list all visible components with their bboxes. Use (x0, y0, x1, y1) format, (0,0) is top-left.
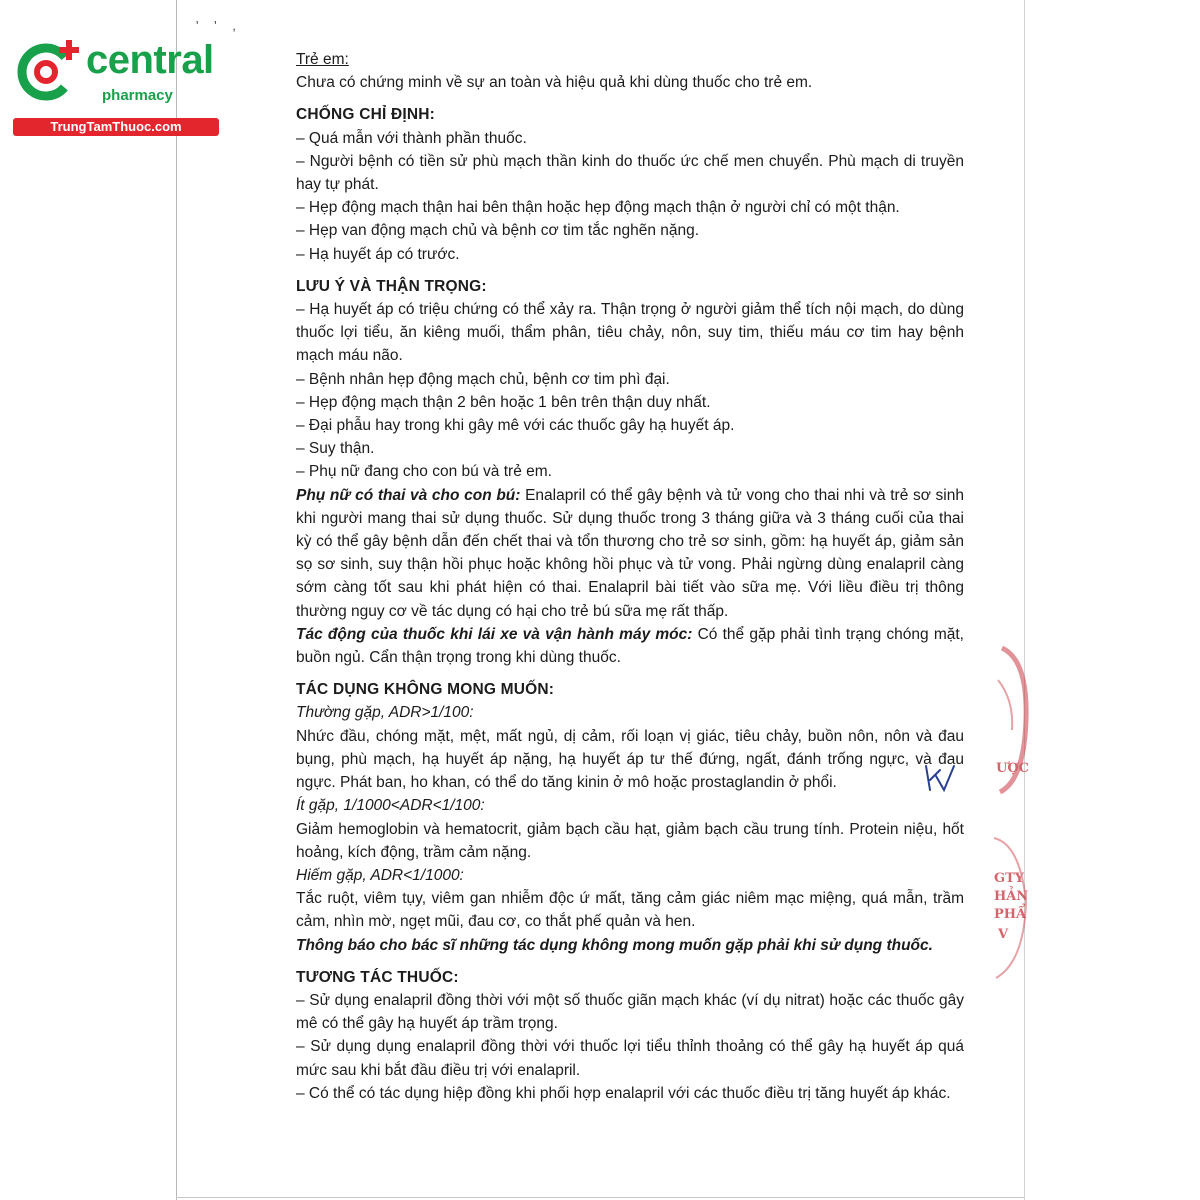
central-pharmacy-emblem-icon (10, 38, 90, 118)
uncommon-frequency-label: Ít gặp, 1/1000<ADR<1/100: (296, 797, 485, 815)
leaflet-text (296, 48, 964, 1105)
logo-website-badge: TrungTamThuoc.com (13, 118, 219, 136)
contra-item: – Hẹp van động mạch chủ và bệnh cơ tim tắc nghẽn nặng. (296, 222, 700, 240)
caution-item: – Bệnh nhân hẹp động mạch chủ, bệnh cơ tim phì đại. (296, 370, 670, 388)
pregnancy-text: Enalapril có thể gây bệnh và tử vong cho thai nhi và trẻ sơ sinh khi người mang thai sử dụng thuốc. Sử dụng thuốc trong 3 tháng giữa và 3 tháng cuối của thai kỳ có thể gây bệnh dẫn đến chết thai và tổn thương cho trẻ sơ sinh, gồm: hạ huyết áp, giảm sản sọ sơ sinh, suy thận hồi phục hoặc không hồi phục và tử vong. Phải ngừng dùng enalapril càng sớm càng tốt sau khi phát hiện có thai. Enalapril bài tiết vào sữa mẹ. Với liều điều trị thông thường nguy cơ về tác dụng có hại cho trẻ bú sữa mẹ rất thấp. (296, 486, 964, 620)
children-heading: Trẻ em: (296, 51, 349, 68)
contra-item: – Quá mẫn với thành phần thuốc. (296, 129, 527, 147)
common-frequency-label: Thường gặp, ADR>1/100: (296, 704, 474, 722)
driving-text: Có thể gặp phải tình trạng chóng mặt, buồn ngủ. Cẩn thận trọng trong khi dùng thuốc. (296, 625, 964, 667)
contra-item: – Hẹp động mạch thận hai bên thận hoặc hẹp động mạch thận ở người chỉ có một thận. (296, 199, 900, 217)
pregnancy-paragraph (296, 484, 964, 623)
contra-item: – Hạ huyết áp có trước. (296, 245, 460, 263)
seal-text: HẢN (994, 889, 1029, 904)
caution-item: – Hạ huyết áp có triệu chứng có thể xảy ra. Thận trọng ở người giảm thể tích nội mạch, do dùng thuốc lợi tiểu, ăn kiêng muối, thẩm phân, tiêu chảy, nôn, suy tim, thiếu máu cơ tim hay bệnh mạch máu não. (296, 301, 964, 365)
rare-frequency-label: Hiếm gặp, ADR<1/1000: (296, 866, 464, 884)
adverse-effects-heading: TÁC DỤNG KHÔNG MONG MUỐN: (296, 681, 555, 699)
logo-subtitle: pharmacy (102, 87, 173, 104)
uncommon-effects-text: Giảm hemoglobin và hematocrit, giảm bạch cầu hạt, giảm bạch cầu trung tính. Protein niệu, hốt hoảng, kích động, trầm cảm nặng. (296, 820, 964, 861)
logo-brand-text: central (86, 38, 214, 82)
seal-ring-icon (992, 640, 1032, 800)
paper-bottom-edge (176, 1197, 1025, 1198)
scan-marks: ' ' , (196, 18, 242, 33)
red-seal-stamp-upper (992, 640, 1032, 800)
rare-effects-text: Tắc ruột, viêm tụy, viêm gan nhiễm độc ứ mất, tăng cảm giác niêm mạc miệng, quá mẫn, trầm cảm, nhìn mờ, ngẹt mũi, đau cơ, co thắt phế quản và hen. (296, 890, 964, 931)
common-effects-text: Nhức đầu, chóng mặt, mệt, mất ngủ, dị cảm, rối loạn vị giác, tiêu chảy, buồn nôn, nôn và đau bụng, phù mạch, hạ huyết áp nặng, hạ huyết áp tư thế đứng, ngất, đánh trống ngực, và đau ngực. Phát ban, ho khan, có thể do tăng kinin ở mô hoặc prostaglandin ở phổi. (296, 727, 964, 792)
contra-item: – Người bệnh có tiền sử phù mạch thần kinh do thuốc ức chế men chuyển. Phù mạch di truyền hay tự phát. (296, 152, 964, 194)
seal-text: V (998, 927, 1009, 942)
caution-item: – Suy thận. (296, 440, 375, 458)
red-seal-stamp-lower (990, 832, 1030, 982)
interaction-item: – Sử dụng enalapril đồng thời với một số thuốc giãn mạch khác (ví dụ nitrat) hoặc các thuốc gây mê có thể gây hạ huyết áp trầm trọng. (296, 991, 964, 1033)
seal-text: GTY (994, 871, 1025, 886)
paper-right-edge (1024, 0, 1025, 1200)
central-pharmacy-logo[interactable] (10, 38, 215, 138)
handwritten-initial-icon (922, 762, 958, 794)
cautions-heading: LƯU Ý VÀ THẬN TRỌNG: (296, 277, 487, 295)
interactions-heading: TƯƠNG TÁC THUỐC: (296, 968, 459, 986)
caution-item: – Đại phẫu hay trong khi gây mê với các thuốc gây hạ huyết áp. (296, 417, 735, 435)
notify-doctor-notice: Thông báo cho bác sĩ những tác dụng không mong muốn gặp phải khi sử dụng thuốc. (296, 936, 933, 954)
interaction-item: – Có thể có tác dụng hiệp đồng khi phối hợp enalapril với các thuốc điều trị tăng huyết áp khác. (296, 1084, 951, 1102)
paper-left-edge (176, 0, 177, 1200)
caution-item: – Hẹp động mạch thận 2 bên hoặc 1 bên trên thận duy nhất. (296, 393, 711, 411)
seal-text: PHẨ (994, 907, 1027, 922)
seal-text: ƯỢC (996, 761, 1030, 776)
pregnancy-label: Phụ nữ có thai và cho con bú: (296, 486, 521, 504)
driving-label: Tác động của thuốc khi lái xe và vận hành máy móc: (296, 625, 693, 643)
driving-paragraph (296, 623, 964, 669)
interaction-item: – Sử dụng dụng enalapril đồng thời với thuốc lợi tiểu thỉnh thoảng có thể gây hạ huyết áp quá mức sau khi bắt đầu điều trị với enalapril. (296, 1038, 964, 1079)
caution-item: – Phụ nữ đang cho con bú và trẻ em. (296, 463, 552, 481)
children-text: Chưa có chứng minh về sự an toàn và hiệu quả khi dùng thuốc cho trẻ em. (296, 74, 813, 92)
contraindications-heading: CHỐNG CHỈ ĐỊNH: (296, 106, 436, 124)
